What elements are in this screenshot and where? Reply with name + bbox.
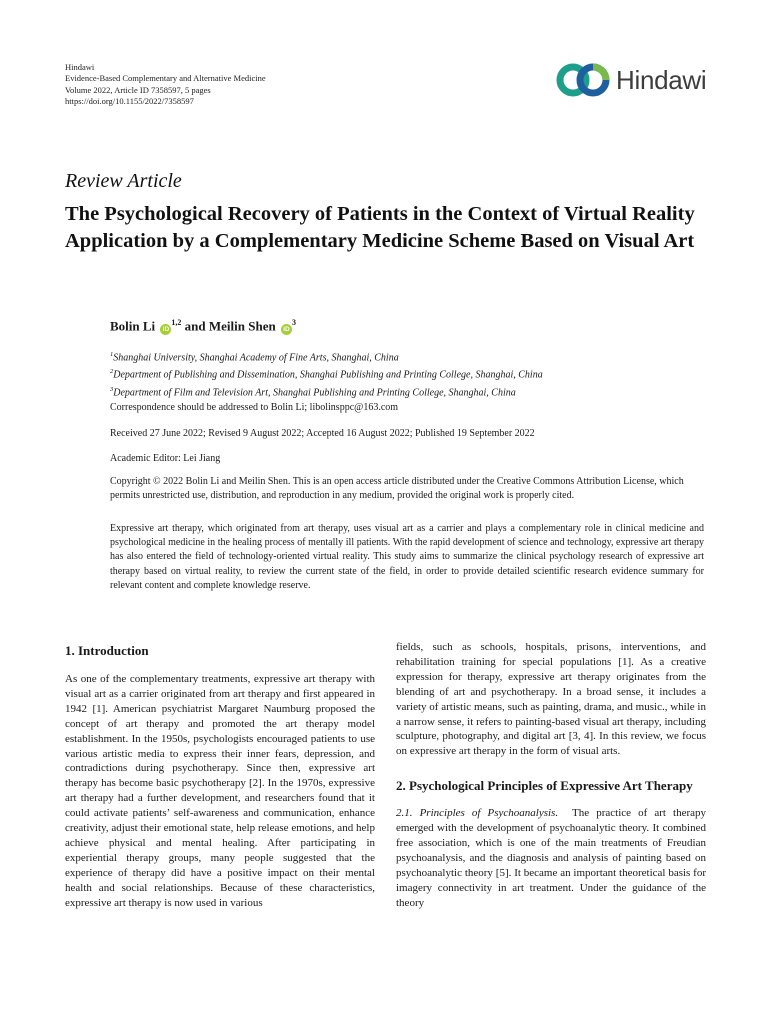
- author-affiliation-marker: 1,2: [171, 318, 182, 327]
- section-heading-introduction: 1. Introduction: [65, 643, 149, 658]
- orcid-icon[interactable]: iD: [160, 324, 171, 335]
- affiliation: [110, 383, 543, 400]
- affiliation-marker: 3: [110, 385, 114, 393]
- publisher-name: Hindawi: [65, 62, 95, 72]
- section-heading-principles: 2. Psychological Principles of Expressive Art Therapy: [396, 778, 693, 794]
- subsection-text: The practice of art therapy emerged with the development of psychoanalytic theory. It combined free association, which is one of the main treatments of Freudian psychoanalysis, and the diagnosis and analysis of painting based on psychoanalytic theory [5]. It became an important theoretical basis for imagery connectivity in art treatment. Under the guidance of the theory: [396, 807, 707, 909]
- publication-dates: Received 27 June 2022; Revised 9 August 2022; Accepted 16 August 2022; Published 19 September 2022: [110, 428, 535, 439]
- article-type: Review Article: [65, 170, 182, 192]
- affiliation-marker: 1: [110, 351, 114, 358]
- author-name[interactable]: Bolin Li: [110, 318, 156, 334]
- affiliation: [110, 365, 543, 382]
- affiliation-text: Department of Film and Television Art, Shanghai Publishing and Printing College, Shanghai, China: [113, 386, 516, 398]
- author-affiliation-marker: 3: [291, 318, 296, 327]
- correspondence: Correspondence should be addressed to Bolin Li; libolinsppc@163.com: [110, 402, 399, 413]
- article-title: The Psychological Recovery of Patients in the Context of Virtual Reality Application by a Complementary Medicine Scheme Based on Visual Art: [65, 203, 695, 252]
- journal-meta: [65, 62, 266, 108]
- logo-text: Hindawi: [616, 64, 707, 95]
- doi-link[interactable]: https://doi.org/10.1155/2022/7358597: [65, 96, 194, 107]
- copyright-notice: Copyright © 2022 Bolin Li and Meilin Shen. This is an open access article distributed under the Creative Commons Attribution License, which permits unrestricted use, distribution, and reproduction in any medium, provided the original work is properly cited.: [110, 476, 684, 501]
- introduction-paragraph: As one of the complementary treatments, expressive art therapy with visual art as a carrier originated from art therapy and first appeared in 1942 [1]. American psychiatrist Margaret Naumburg proposed the concept of art therapy and promoted the art therapy model establishment. In the 1950s, psychologists encouraged patients to use various artistic media to express their inner fears, depression, and contradictions during psychotherapy. Since then, expressive art therapy has become basic psychotherapy [2]. In the 1970s, expressive art therapy had a further development, and researchers found that it could activate patients’ self-awareness and communication, enhance creativity, adjust their emotional state, help release emotions, and help achieve physical and mental healing. After participating in experiential therapy groups, many people suggested that the experience of therapy did have a positive impact on their mental health and social relationships. Because of these characteristics, expressive art therapy is now used in various: [65, 673, 375, 909]
- left-column: [65, 672, 375, 911]
- subsection-title: 2.1. Principles of Psychoanalysis.: [396, 807, 559, 820]
- volume-info: Volume 2022, Article ID 7358597, 5 pages: [65, 84, 211, 95]
- introduction-paragraph-continued: fields, such as schools, hospitals, prisons, interventions, and rehabilitation training for special populations [1]. As a creative expression for therapy, expressive art therapy originates from the blending of art and psychotherapy. In a broad sense, it includes a variety of artistic means, such as painting, drama, and music., while in a narrow sense, it refers to painting-based visual art therapy, including sculpture, photography, and digital art [3, 4]. In this review, we focus on expressive art therapy in the form of visual arts.: [396, 641, 706, 758]
- journal-name: Evidence-Based Complementary and Alternative Medicine: [65, 73, 266, 84]
- authors-joiner: and: [184, 318, 206, 334]
- affiliation-marker: 2: [110, 368, 114, 376]
- affiliation-text: Department of Publishing and Dissemination, Shanghai Publishing and Printing College, Shanghai, China: [113, 369, 543, 381]
- abstract: Expressive art therapy, which originated from art therapy, uses visual art as a carrier and plays a complementary role in clinical medicine and psychological medicine in the healing process of mentally ill patients. With the rapid development of science and technology, expressive art therapy has also entered the field of technology-oriented virtual reality. This study aims to summarize the clinical psychology research of expressive art therapy based on virtual reality, to review the current state of the field, in order to provide detailed scientific research evidence summary for relevant content and complete knowledge reserve.: [110, 523, 704, 591]
- hindawi-logo-icon: [556, 60, 610, 100]
- author-list: [110, 318, 296, 335]
- academic-editor: Academic Editor: Lei Jiang: [110, 453, 221, 464]
- right-column: [396, 640, 706, 911]
- hindawi-logo: [556, 60, 706, 100]
- author-name[interactable]: Meilin Shen: [208, 318, 276, 334]
- affiliation: [110, 348, 543, 365]
- orcid-icon[interactable]: iD: [281, 324, 292, 335]
- subsection-paragraph: [396, 806, 706, 910]
- affiliation-text: Shanghai University, Shanghai Academy of Fine Arts, Shanghai, China: [113, 352, 399, 364]
- affiliations: [110, 348, 543, 400]
